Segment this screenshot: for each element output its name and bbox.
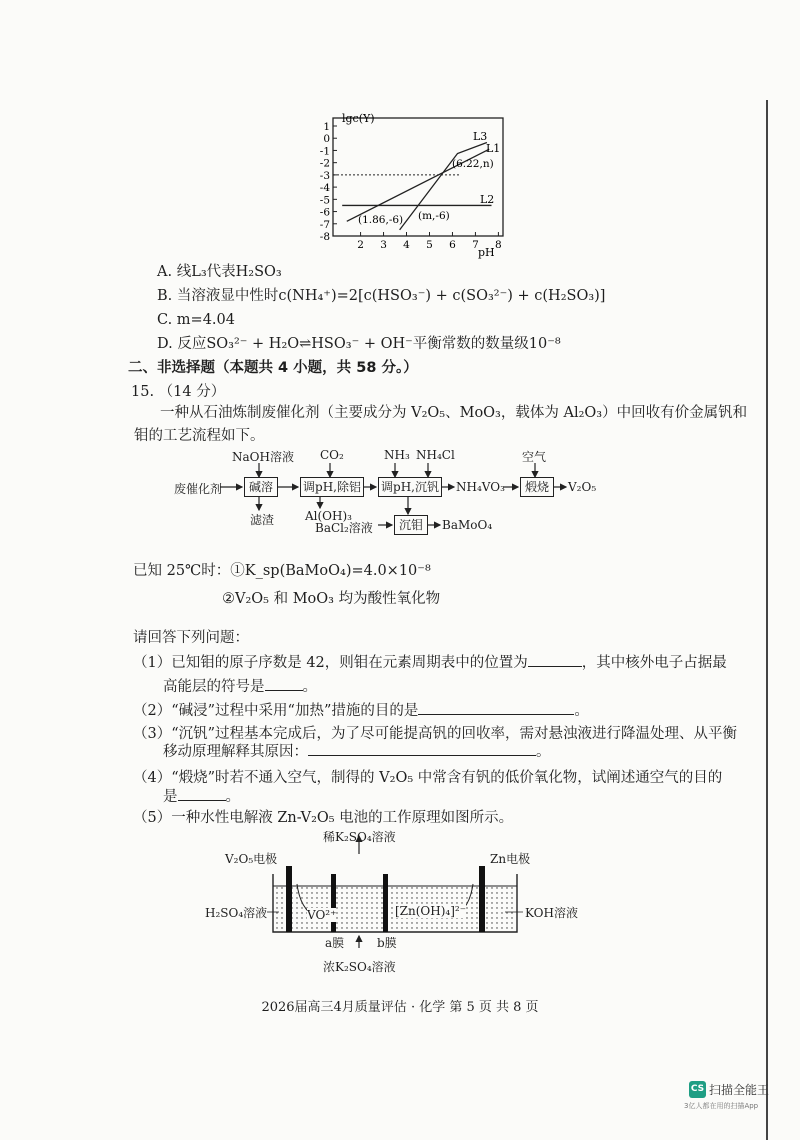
flow-nh4cl: NH₄Cl <box>416 448 455 462</box>
flow-step-alkali-dissolve: 碱溶 <box>244 477 278 497</box>
graph-x-tick-label: 5 <box>426 239 433 251</box>
graph-label-L3: L3 <box>473 130 488 143</box>
q1-line1 <box>133 652 727 673</box>
graph-y-tick-label: -5 <box>320 194 330 207</box>
known-line2: ②V₂O₅ 和 MoO₃ 均为酸性氧化物 <box>222 591 441 607</box>
battery-ion-left: VO²⁺ <box>307 908 337 922</box>
battery-right-electrode: Zn电极 <box>490 852 531 866</box>
battery-left-solution: H₂SO₄溶液 <box>205 906 268 920</box>
q5-line: （5）一种水性电解液 Zn-V₂O₅ 电池的工作原理如图所示。 <box>133 810 514 826</box>
v2o5-electrode <box>286 866 292 932</box>
graph-y-tick-label: -2 <box>320 157 330 170</box>
q15-intro-line1: 一种从石油炼制废催化剂（主要成分为 V₂O₅、MoO₃，载体为 Al₂O₃）中回收有价金属钒和 <box>160 405 748 421</box>
graph-x-tick-label: 7 <box>472 239 479 251</box>
section-2-heading: 二、非选择题（本题共 4 小题，共 58 分。） <box>128 360 418 376</box>
graph-y-tick-label: -4 <box>320 182 330 195</box>
q3-blank[interactable] <box>308 741 536 756</box>
zn-electrode <box>479 866 485 932</box>
battery-right-solution: KOH溶液 <box>525 906 578 920</box>
flow-step-remove-al: 调pH,除铝 <box>300 477 364 497</box>
camscanner-logo-icon: CS <box>689 1081 706 1098</box>
battery-diagram <box>205 826 585 976</box>
known-line1: 已知 25℃时：①K_sp(BaMoO₄)=4.0×10⁻⁸ <box>133 563 431 579</box>
option-d: D. 反应SO₃²⁻ + H₂O⇌HSO₃⁻ + OH⁻平衡常数的数量级10⁻⁸ <box>157 336 561 352</box>
lgc-ph-graph <box>320 110 520 268</box>
q2-period: 。 <box>574 703 589 719</box>
graph-x-tick-label: 8 <box>495 239 502 251</box>
flow-naoh: NaOH溶液 <box>232 450 294 464</box>
page-footer: 2026届高三4月质量评估 · 化学 第 5 页 共 8 页 <box>261 1000 539 1015</box>
graph-y-ticks <box>320 121 337 243</box>
q2-blank[interactable] <box>418 700 574 715</box>
q1-period: 。 <box>302 679 317 695</box>
option-a: A. 线L₃代表H₂SO₃ <box>157 264 282 280</box>
flow-start: 废催化剂 <box>174 482 223 496</box>
q1-blank-shell[interactable] <box>265 676 303 691</box>
q2-line <box>133 700 589 721</box>
page-edge-line <box>766 100 768 1140</box>
q3-line2 <box>163 741 551 762</box>
camscanner-tagline: 3亿人都在用的扫描App <box>684 1102 759 1110</box>
battery-bottom-label: 浓K₂SO₄溶液 <box>323 960 396 974</box>
graph-y-tick-label: -1 <box>320 145 330 158</box>
membrane-b <box>383 874 388 932</box>
flow-v2o5: V₂O₅ <box>568 480 597 494</box>
graph-y-tick-label: -8 <box>320 231 330 243</box>
flow-aloh3: Al(OH)₃ <box>305 509 352 523</box>
flow-residue: 滤渣 <box>250 513 275 527</box>
q3-period: 。 <box>536 744 551 760</box>
battery-membrane-b: b膜 <box>377 936 397 950</box>
q15-intro-line2: 钼的工艺流程如下。 <box>134 428 265 444</box>
graph-x-tick-label: 3 <box>380 239 387 251</box>
graph-label-L2: L2 <box>480 193 495 206</box>
q1-text-a: （1）已知钼的原子序数是 42，则钼在元素周期表中的位置为 <box>133 655 528 671</box>
flow-nh3: NH₃ <box>384 448 410 462</box>
q4-line1: （4）“煅烧”时若不通入空气，制得的 V₂O₅ 中常含有钒的低价氧化物，试阐述通空气的目的 <box>133 770 723 786</box>
q3-line1: （3）“沉钒”过程基本完成后，为了尽可能提高钒的回收率，需对悬浊液进行降温处理、从平衡 <box>133 726 738 742</box>
graph-x-tick-label: 6 <box>449 239 456 251</box>
graph-y-tick-label: 0 <box>323 133 330 146</box>
q1-line2 <box>163 676 317 697</box>
q2-text: （2）“碱浸”过程中采用“加热”措施的目的是 <box>133 703 419 719</box>
q4-line2 <box>163 786 240 807</box>
flow-step-calcine: 煅烧 <box>520 477 554 497</box>
graph-y-tick-label: -7 <box>320 218 330 231</box>
battery-ion-right: [Zn(OH)₄]²⁻ <box>395 904 467 918</box>
flow-air: 空气 <box>522 450 547 464</box>
graph-label-L1: L1 <box>486 142 501 155</box>
answer-intro: 请回答下列问题： <box>133 630 249 646</box>
graph-xlabel: pH <box>478 246 495 259</box>
q4-period: 。 <box>225 789 240 805</box>
battery-top-label: 稀K₂SO₄溶液 <box>323 830 396 844</box>
graph-x-tick-label: 4 <box>403 239 410 251</box>
graph-point-1.86--6: (1.86,-6) <box>358 214 404 226</box>
graph-x-tick-label: 2 <box>357 239 364 251</box>
graph-point-m--6: (m,-6) <box>418 210 450 222</box>
q1-text-b: ，其中核外电子占据最 <box>581 655 727 671</box>
flow-step-precipitate-v: 调pH,沉钒 <box>378 477 442 497</box>
battery-membrane-a: a膜 <box>325 936 345 950</box>
graph-y-tick-label: 1 <box>323 121 330 133</box>
membrane-a <box>331 874 336 932</box>
q1-blank-position[interactable] <box>528 652 582 667</box>
flow-bamoo4: BaMoO₄ <box>442 518 493 532</box>
camscanner-name: 扫描全能王 <box>709 1083 770 1097</box>
flow-step-precipitate-mo: 沉钼 <box>394 515 428 535</box>
q4-blank[interactable] <box>178 786 226 801</box>
q15-number: 15. （14 分） <box>131 384 226 400</box>
graph-y-tick-label: -6 <box>320 206 330 219</box>
flow-co2: CO₂ <box>320 448 344 462</box>
graph-point-6.22-n: (6.22,n) <box>452 158 494 170</box>
option-c: C. m=4.04 <box>157 312 235 328</box>
option-b: B. 当溶液显中性时c(NH₄⁺)=2[c(HSO₃⁻) + c(SO₃²⁻) + c(H₂SO₃)] <box>157 288 606 304</box>
process-flowchart <box>170 447 610 537</box>
flow-bacl2: BaCl₂溶液 <box>315 521 373 535</box>
q3-text-b: 移动原理解释其原因： <box>163 744 308 760</box>
q1-text-c: 高能层的符号是 <box>163 679 265 695</box>
graph-ylabel: lgc(Y) <box>342 112 375 125</box>
battery-left-electrode: V₂O₅电极 <box>225 852 278 866</box>
q4-text-b: 是 <box>163 789 178 805</box>
graph-y-tick-label: -3 <box>320 169 330 182</box>
flow-nh4vo3: NH₄VO₃ <box>456 480 505 494</box>
